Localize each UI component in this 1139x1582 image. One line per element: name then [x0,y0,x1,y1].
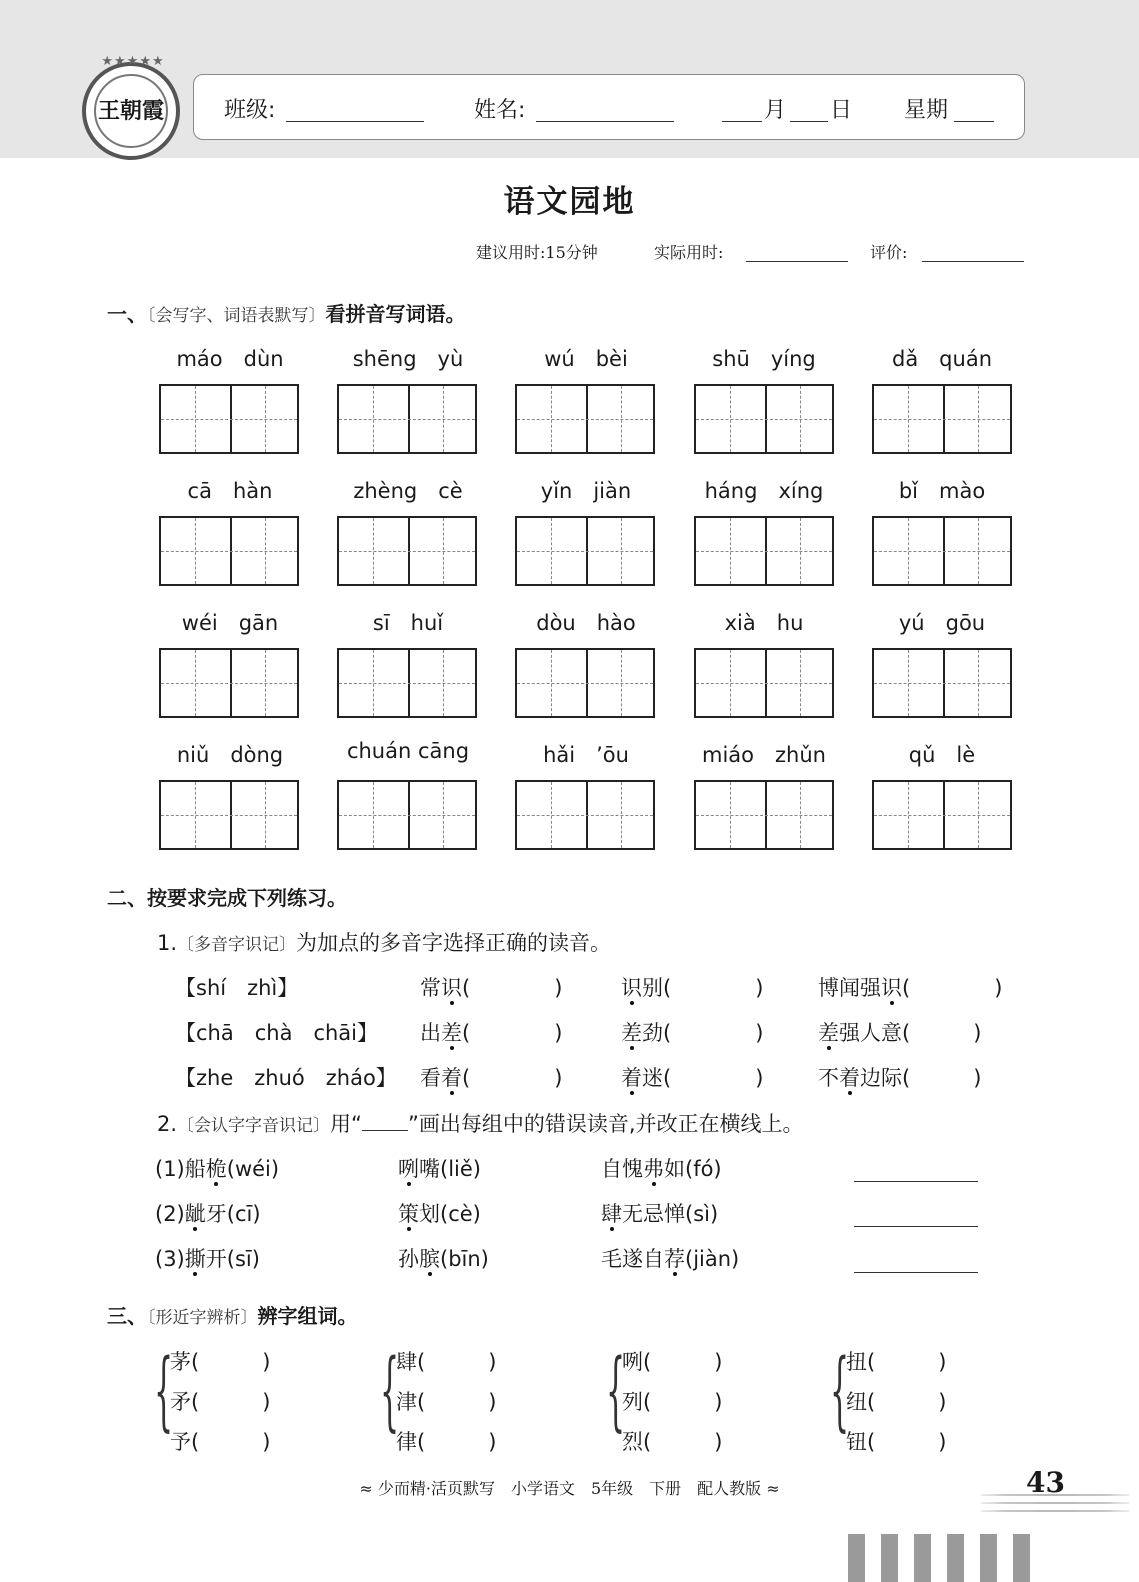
publisher-logo [82,54,180,160]
q1-item[interactable]: 不着边际( ) [818,1066,982,1090]
wave-decoration [980,1494,1130,1496]
brace-icon: { [830,1341,850,1441]
q2-answer-line[interactable] [854,1272,978,1273]
pinyin-label: máo dùn [176,347,284,371]
edge-tab [980,1534,997,1582]
class-label: 班级: [224,98,276,123]
actual-time-field[interactable] [746,261,848,262]
student-info-box [193,74,1025,140]
month-label: 月 [764,98,787,123]
word-item[interactable]: 钮( ) [846,1430,947,1454]
brace-icon: { [606,1341,626,1441]
word-item[interactable]: 予( ) [170,1430,271,1454]
section3-tag: 〔形近字辨析〕 [147,1308,258,1328]
q2-item[interactable]: 孙膑(bīn) [398,1247,489,1271]
writing-grid[interactable] [872,516,1012,586]
pinyin-label: dòu hào [536,611,636,635]
section1-number: 一、 [107,302,147,326]
q1-pinyin-options: 【chā chà chāi】 [175,1021,379,1045]
word-item[interactable]: 矛( ) [170,1390,271,1414]
pinyin-label: sī huǐ [372,611,444,635]
wave-decoration [980,1502,1130,1504]
pinyin-label: shū yíng [712,347,816,371]
q2-item[interactable]: 肆无忌惮(sì) [601,1202,719,1226]
q2-answer-line[interactable] [854,1226,978,1227]
q2-answer-line[interactable] [854,1181,978,1182]
writing-grid[interactable] [337,648,477,718]
suggested-time: 建议用时:15分钟 [476,243,598,262]
writing-grid[interactable] [872,384,1012,454]
word-item[interactable]: 肆( ) [396,1350,497,1374]
brace-icon: { [154,1341,174,1441]
q1-item[interactable]: 识别( ) [621,976,764,1000]
edge-tab [881,1534,898,1582]
edge-tab [848,1534,865,1582]
q1-pinyin-options: 【zhe zhuó zháo】 [175,1066,397,1090]
question2-prompt [157,1108,804,1138]
q2-item[interactable]: (3)撕开(sī) [155,1247,260,1271]
brace-icon: { [380,1341,400,1441]
pinyin-label: wú bèi [544,347,628,371]
pinyin-label: cā hàn [187,479,273,503]
writing-grid[interactable] [159,648,299,718]
day-label: 日 [830,98,853,123]
writing-grid[interactable] [159,384,299,454]
section2-title: 按要求完成下列练习。 [147,886,347,910]
weekday-label: 星期 [904,98,949,123]
word-item[interactable]: 茅( ) [170,1350,271,1374]
writing-grid[interactable] [337,384,477,454]
q1-item[interactable]: 差强人意( ) [818,1021,982,1045]
eval-label: 评价: [870,243,908,262]
q2-number: 2. [157,1112,178,1136]
pinyin-label: bǐ mào [898,479,986,503]
writing-grid[interactable] [872,648,1012,718]
q2-item[interactable]: (1)船桅(wéi) [155,1157,280,1181]
page-number: 43 [1026,1466,1065,1499]
word-item[interactable]: 律( ) [396,1430,497,1454]
writing-grid[interactable] [694,384,834,454]
pinyin-label: yǐn jiàn [540,479,632,503]
writing-grid[interactable] [159,516,299,586]
section3-number: 三、 [107,1304,147,1328]
section2-heading [107,882,347,911]
writing-grid[interactable] [872,780,1012,850]
writing-grid[interactable] [694,648,834,718]
word-item[interactable]: 纽( ) [846,1390,947,1414]
writing-grid[interactable] [515,780,655,850]
pinyin-label: yú gōu [898,611,986,635]
q2-item[interactable]: 咧嘴(liě) [398,1157,481,1181]
question1-prompt [157,927,611,957]
q2-item[interactable]: 毛遂自荐(jiàn) [601,1247,740,1271]
pinyin-label: niǔ dòng [176,743,284,767]
word-item[interactable]: 咧( ) [622,1350,723,1374]
q1-item[interactable]: 着迷( ) [621,1066,764,1090]
class-field[interactable] [286,121,424,122]
name-label: 姓名: [474,98,526,123]
word-item[interactable]: 烈( ) [622,1430,723,1454]
q1-pinyin-options: 【shí zhì】 [175,976,299,1000]
q1-number: 1. [157,931,178,955]
writing-grid[interactable] [515,516,655,586]
pinyin-label: shēng yù [352,347,464,371]
q1-item[interactable]: 常识( ) [420,976,563,1000]
writing-grid[interactable] [515,648,655,718]
edge-tab [947,1534,964,1582]
section1-tag: 〔会写字、词语表默写〕 [147,306,326,326]
section1-heading [107,298,466,327]
q2-tag: 〔会认字字音识记〕 [177,1116,331,1136]
pinyin-label: zhèng cè [353,479,463,503]
pinyin-label: háng xíng [704,479,824,503]
name-field[interactable] [536,121,674,122]
pinyin-label: dǎ quán [891,347,993,371]
word-item[interactable]: 扭( ) [846,1350,947,1374]
q2-text-before: 用“ [330,1112,362,1136]
underline-sample [362,1112,408,1131]
word-item[interactable]: 津( ) [396,1390,497,1414]
writing-grid[interactable] [159,780,299,850]
pinyin-label: qǔ lè [908,743,976,767]
month-field[interactable] [722,121,762,122]
edge-tab [914,1534,931,1582]
section1-title: 看拼音写词语。 [325,302,466,326]
pinyin-label: wéi gān [181,611,279,635]
q2-item[interactable]: (2)龇牙(cī) [155,1202,261,1226]
writing-grid[interactable] [337,516,477,586]
day-field[interactable] [790,121,828,122]
section3-heading [107,1300,358,1329]
q1-text: 为加点的多音字选择正确的读音。 [296,931,612,955]
wave-decoration [980,1510,1130,1512]
logo-text: 王朝霞 [94,74,168,148]
q1-item[interactable]: 差劲( ) [621,1021,764,1045]
q2-text-after: ”画出每组中的错误读音,并改正在横线上。 [407,1112,804,1136]
pinyin-label: chuán cāng [346,739,470,763]
writing-grid[interactable] [694,516,834,586]
pinyin-label: miáo zhǔn [702,743,826,767]
writing-grid[interactable] [515,384,655,454]
q1-item[interactable]: 看着( ) [420,1066,563,1090]
word-item[interactable]: 列( ) [622,1390,723,1414]
eval-field[interactable] [922,261,1024,262]
page-title: 语文园地 [503,184,636,220]
weekday-field[interactable] [954,121,994,122]
q1-item[interactable]: 出差( ) [420,1021,563,1045]
footer-text: ≈ 少而精·活页默写 小学语文 5年级 下册 配人教版 ≈ [359,1479,780,1498]
section2-number: 二、 [107,886,147,910]
q2-item[interactable]: 策划(cè) [398,1202,481,1226]
writing-grid[interactable] [694,780,834,850]
section3-title: 辨字组词。 [257,1304,358,1328]
q1-item[interactable]: 博闻强识( ) [818,976,1003,1000]
writing-grid[interactable] [337,780,477,850]
pinyin-label: hǎi ’ōu [543,743,629,767]
star-icon-row: ★★★★★ [101,54,165,69]
actual-time-label: 实际用时: [654,243,724,262]
q2-item[interactable]: 自愧弗如(fó) [601,1157,722,1181]
q1-tag: 〔多音字识记〕 [177,935,297,955]
edge-tab [1013,1534,1030,1582]
pinyin-label: xià hu [724,611,804,635]
